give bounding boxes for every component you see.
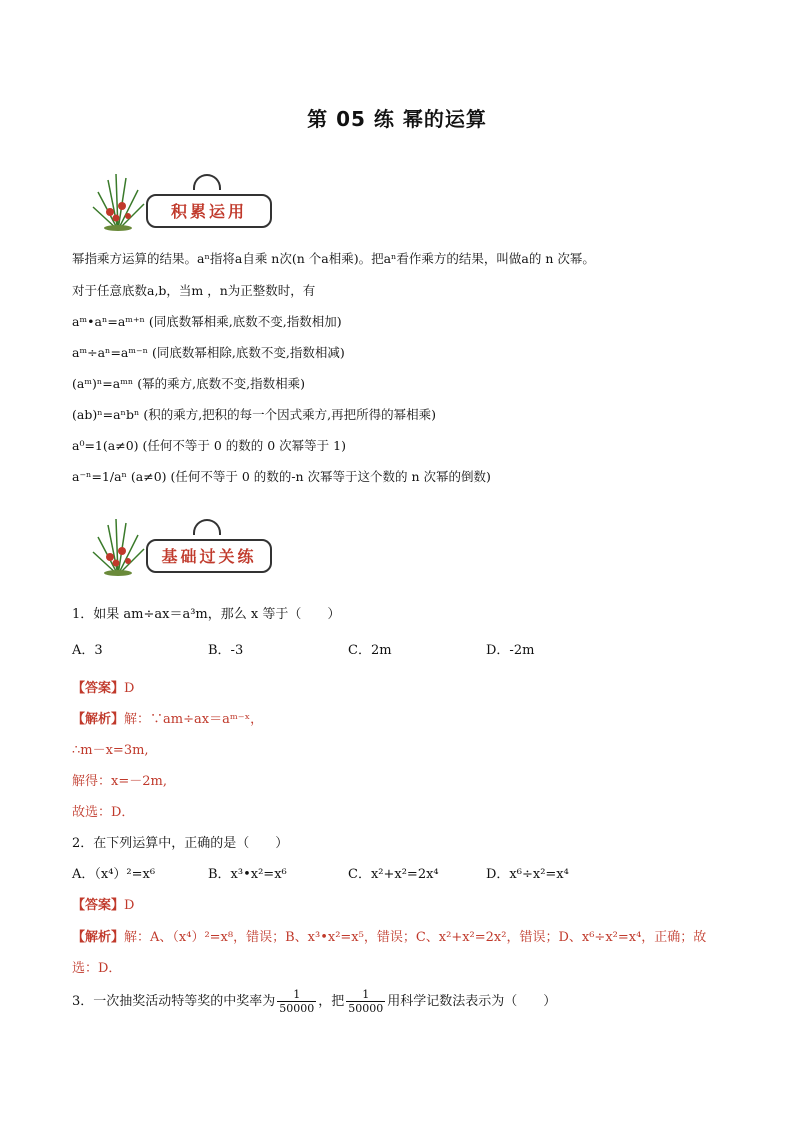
page-title: 第 05 练 幂的运算 xyxy=(307,107,487,131)
rule-2 xyxy=(72,343,345,361)
q2-option-b: B．x³•x²=x⁶ xyxy=(208,867,287,882)
fraction xyxy=(346,988,385,1015)
q3-stem-part: 用科学记数法表示为（ ） xyxy=(387,994,557,1009)
analysis-text: 解：A、（x⁴）²=x⁸，错误；B、x³•x²=x⁵，错误；C、x²+x²=2x²，错误；D、x⁶÷x²=x⁴，正确；故 xyxy=(124,930,707,945)
analysis-text: x=－2m, xyxy=(111,774,167,789)
rule-note: (任何不等于 0 的数的 0 次幂等于 1) xyxy=(138,438,346,453)
analysis-label: 【解析】 xyxy=(72,712,125,727)
analysis-label: 【解析】 xyxy=(72,930,125,945)
q2-analysis-2: 选：D． xyxy=(72,961,122,976)
q1-option-b: B．-3 xyxy=(208,643,244,658)
fraction-denominator: 50000 xyxy=(348,1002,384,1015)
rule-note: (同底数幂相乘,底数不变,指数相加) xyxy=(144,314,342,329)
rule-formula: a⁰=1(a≠0) xyxy=(72,438,139,453)
banner-label-box xyxy=(146,539,272,573)
answer-label: 【答案】 xyxy=(72,681,125,696)
rule-formula: a⁻ⁿ=1/aⁿ (a≠0) xyxy=(72,469,167,484)
sun-icon xyxy=(193,519,221,535)
q1-option-d: D．-2m xyxy=(486,643,535,658)
q1-option-c: C．2m xyxy=(348,643,392,658)
rule-note: (同底数幂相除,底数不变,指数相减) xyxy=(148,345,345,360)
question-2-stem: 2．在下列运算中，正确的是（ ） xyxy=(72,836,289,851)
fraction xyxy=(277,988,316,1015)
intro-line-1: 幂指乘方运算的结果。aⁿ指将a自乘 n次(n 个a相乘)。把aⁿ看作乘方的结果，叫做a的 n 次幂。 xyxy=(72,251,595,266)
answer-label: 【答案】 xyxy=(72,898,125,913)
answer-value: D xyxy=(124,681,135,696)
intro-line-2: 对于任意底数a,b，当m ，n为正整数时，有 xyxy=(72,283,316,298)
rule-formula: (aᵐ)ⁿ=aᵐⁿ xyxy=(72,376,134,391)
analysis-text: 解：∵am÷ax＝aᵐ⁻ˣ， xyxy=(124,712,264,727)
q1-option-a: A．3 xyxy=(72,643,103,658)
rule-4 xyxy=(72,405,436,423)
question-1-stem: 1．如果 am÷ax＝a³m，那么 x 等于（ ） xyxy=(72,607,341,622)
rule-1 xyxy=(72,312,342,330)
q1-analysis-1 xyxy=(72,708,263,727)
plant-icon xyxy=(88,172,148,232)
plant-icon xyxy=(88,517,148,577)
q3-stem-part: 3．一次抽奖活动特等奖的中奖率为 xyxy=(72,994,276,1009)
q1-answer xyxy=(72,677,134,696)
banner-label: 积累运用 xyxy=(170,202,247,221)
q1-analysis-4: 故选：D． xyxy=(72,805,135,820)
rule-formula: (ab)ⁿ=aⁿbⁿ xyxy=(72,407,140,422)
rule-note: (任何不等于 0 的数的-n 次幂等于这个数的 n 次幂的倒数) xyxy=(166,469,491,484)
sun-icon xyxy=(193,174,221,190)
q2-option-c: C．x²+x²=2x⁴ xyxy=(348,867,439,882)
rule-note: (积的乘方,把积的每一个因式乘方,再把所得的幂相乘) xyxy=(139,407,437,422)
q2-option-d: D．x⁶÷x²=x⁴ xyxy=(486,867,569,882)
rule-formula: aᵐ•aⁿ=aᵐ⁺ⁿ xyxy=(72,314,145,329)
q3-stem-part: ，把 xyxy=(318,994,345,1009)
q1-analysis-2: ∴m－x=3m, xyxy=(72,743,149,758)
fraction-denominator: 50000 xyxy=(279,1002,315,1015)
rule-6 xyxy=(72,467,491,485)
rule-formula: aᵐ÷aⁿ=aᵐ⁻ⁿ xyxy=(72,345,149,360)
rule-note: (幂的乘方,底数不变,指数相乘) xyxy=(133,376,305,391)
fraction-numerator: 1 xyxy=(346,988,385,1002)
question-3-stem xyxy=(72,988,556,1015)
section-banner-accumulate xyxy=(88,172,278,232)
fraction-numerator: 1 xyxy=(277,988,316,1002)
rule-3 xyxy=(72,374,305,392)
answer-value: D xyxy=(124,898,135,913)
q1-analysis-3 xyxy=(72,770,167,789)
banner-label: 基础过关练 xyxy=(161,547,257,566)
section-banner-basic xyxy=(88,517,278,577)
banner-label-box xyxy=(146,194,272,228)
rule-5 xyxy=(72,436,346,454)
q2-analysis-1 xyxy=(72,926,706,945)
q2-option-a: A．（x⁴）²=x⁶ xyxy=(72,867,156,882)
q2-answer xyxy=(72,894,134,913)
analysis-prefix: 解得： xyxy=(72,774,112,789)
